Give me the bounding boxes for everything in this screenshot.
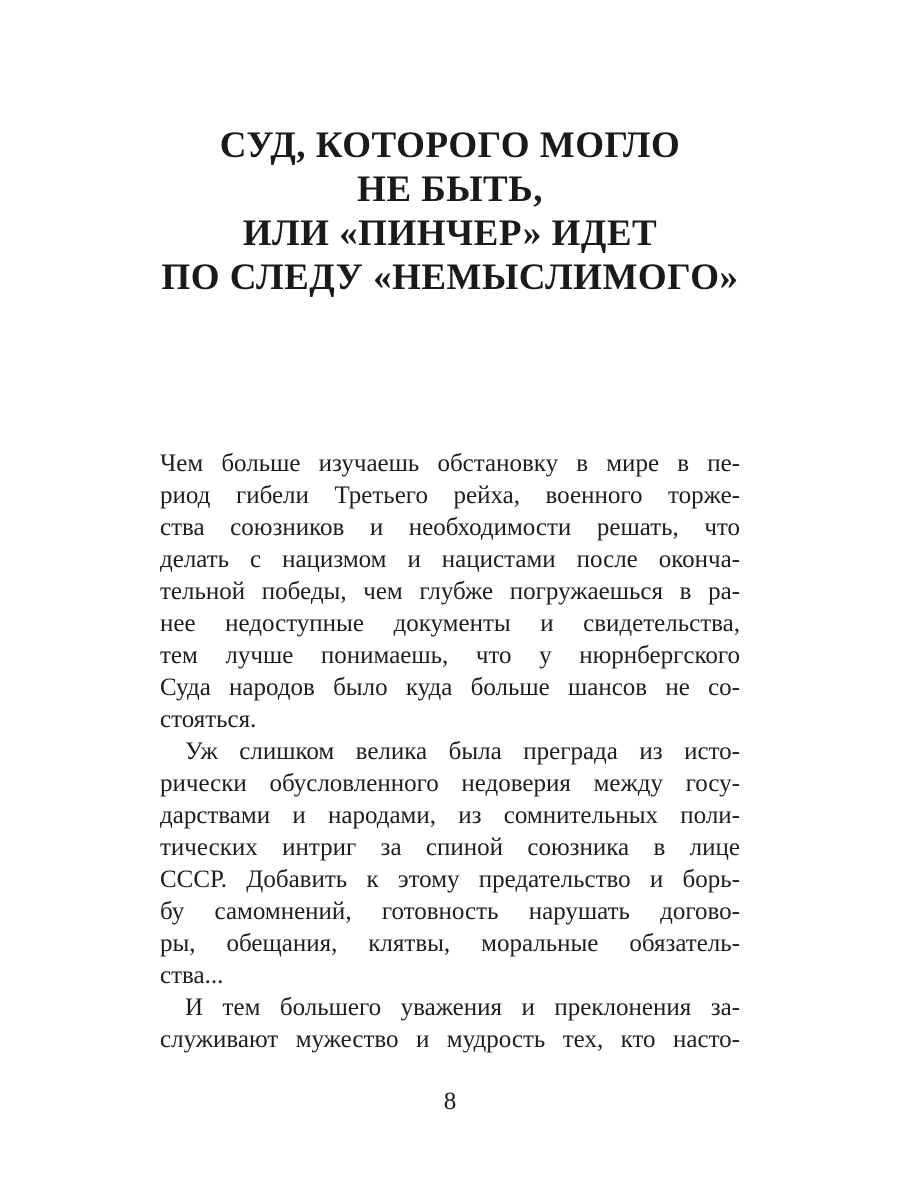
text-line: ры, обещания, клятвы, моральные обязатель- [160, 930, 740, 957]
text-line: И тем большего уважения и преклонения за- [185, 994, 740, 1021]
text-line: тем лучше понимаешь, что у нюрнбергского [160, 642, 740, 669]
text-line: рически обусловленного недоверия между госу- [160, 770, 740, 797]
body-text [160, 448, 740, 1056]
text-line: служивают мужество и мудрость тех, кто насто- [160, 1026, 740, 1053]
chapter-title-line: ИЛИ «ПИНЧЕР» ИДЕТ [242, 213, 658, 254]
text-line: тельной победы, чем глубже погружаешься в ра- [160, 578, 740, 605]
text-line: риод гибели Третьего рейха, военного торже- [160, 482, 740, 509]
chapter-title [0, 124, 900, 300]
page-number: 8 [443, 1088, 457, 1115]
text-line: СССР. Добавить к этому предательство и борь- [160, 866, 740, 893]
text-line: стояться. [160, 706, 257, 733]
chapter-title-line: ПО СЛЕДУ «НЕМЫСЛИМОГО» [161, 257, 739, 298]
text-line: нее недоступные документы и свидетельства, [160, 610, 740, 637]
text-line: дарствами и народами, из сомнительных поли- [160, 802, 740, 829]
text-line: Суда народов было куда больше шансов не со- [160, 674, 740, 701]
text-line: делать с нацизмом и нацистами после оконча- [160, 546, 740, 573]
text-line: Чем больше изучаешь обстановку в мире в пе- [160, 450, 740, 477]
text-line: ства союзников и необходимости решать, что [160, 514, 740, 541]
text-line: Уж слишком велика была преграда из исто- [185, 738, 740, 765]
chapter-title-line: СУД, КОТОРОГО МОГЛО [219, 125, 681, 166]
text-line: бу самомнений, готовность нарушать догово- [160, 898, 740, 925]
text-line: тических интриг за спиной союзника в лице [160, 834, 740, 861]
text-line: ства... [160, 962, 224, 989]
chapter-title-line: НЕ БЫТЬ, [357, 169, 543, 210]
